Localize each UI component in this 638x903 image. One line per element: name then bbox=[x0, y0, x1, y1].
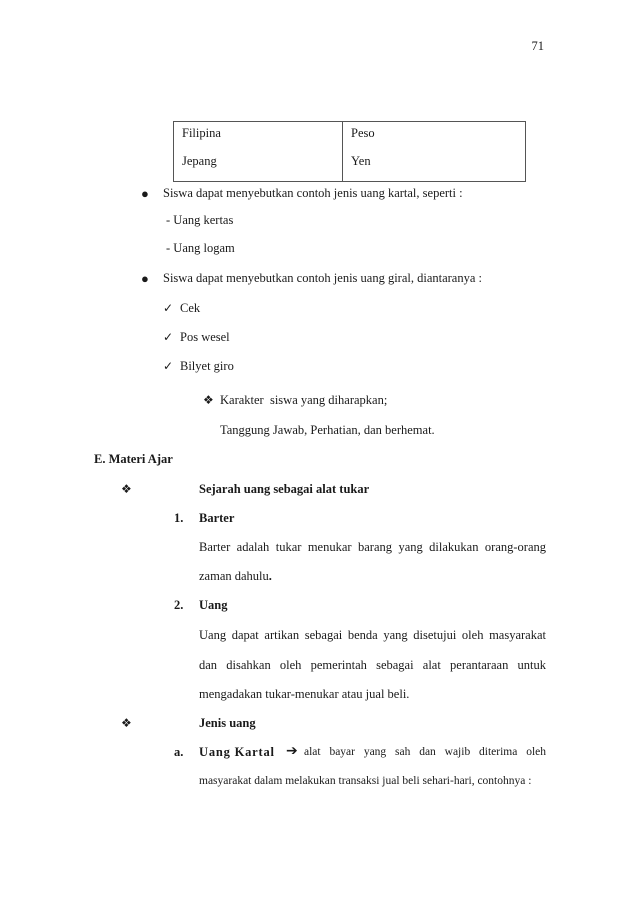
list-item: Pos wesel bbox=[180, 330, 230, 344]
diamond-bullet-icon: ❖ bbox=[121, 482, 132, 496]
currency-table bbox=[173, 121, 526, 182]
table-row bbox=[174, 122, 526, 182]
list-item: - Uang logam bbox=[166, 241, 235, 255]
arrow-right-icon: ➔ bbox=[286, 743, 298, 759]
paragraph-line: dan disahkan oleh pemerintah sebagai alat perantaraan untuk bbox=[199, 658, 546, 672]
item-title: Uang Kartal bbox=[199, 745, 275, 759]
diamond-bullet-icon: ❖ bbox=[203, 393, 214, 407]
bullet-icon: ● bbox=[141, 271, 149, 286]
kartal-bullet-text: Siswa dapat menyebutkan contoh jenis uang kartal, seperti : bbox=[163, 186, 463, 200]
paragraph-period: . bbox=[268, 569, 272, 583]
item-letter: a. bbox=[174, 745, 184, 759]
section-title: E. Materi Ajar bbox=[94, 452, 173, 466]
list-item: - Uang kertas bbox=[166, 213, 234, 227]
paragraph-line: alat bayar yang sah dan wajib diterima oleh bbox=[304, 746, 546, 758]
list-item: Cek bbox=[180, 301, 201, 315]
item-title: Barter bbox=[199, 511, 235, 525]
country-name: Jepang bbox=[182, 153, 217, 168]
paragraph-line: masyarakat dalam melakukan transaksi jual beli sehari-hari, contohnya : bbox=[199, 775, 532, 787]
subsection-heading: Jenis uang bbox=[199, 716, 256, 730]
country-name: Filipina bbox=[182, 126, 221, 140]
bullet-icon: ● bbox=[141, 186, 149, 201]
checkmark-icon: ✓ bbox=[163, 330, 174, 344]
karakter-label: Karakter siswa yang diharapkan; bbox=[220, 393, 388, 407]
currency-name: Yen bbox=[351, 153, 371, 168]
paragraph-line: Uang dapat artikan sebagai benda yang disetujui oleh masyarakat bbox=[199, 628, 546, 642]
item-number: 1. bbox=[174, 511, 184, 525]
item-title: Uang bbox=[199, 598, 228, 612]
currency-name: Peso bbox=[351, 126, 375, 140]
checkmark-icon: ✓ bbox=[163, 359, 174, 373]
checkmark-icon: ✓ bbox=[163, 301, 174, 315]
giral-bullet-text: Siswa dapat menyebutkan contoh jenis uang giral, diantaranya : bbox=[163, 271, 483, 285]
list-item: Bilyet giro bbox=[180, 359, 234, 373]
subsection-heading: Sejarah uang sebagai alat tukar bbox=[199, 482, 370, 496]
paragraph-line: Barter adalah tukar menukar barang yang dilakukan orang-orang bbox=[199, 540, 546, 554]
currency-cell bbox=[343, 122, 526, 182]
karakter-value: Tanggung Jawab, Perhatian, dan berhemat. bbox=[220, 423, 435, 437]
diamond-bullet-icon: ❖ bbox=[121, 716, 132, 730]
paragraph-line bbox=[199, 570, 272, 583]
paragraph-text: zaman dahulu bbox=[199, 569, 269, 583]
paragraph-line: mengadakan tukar-menukar atau jual beli. bbox=[199, 687, 410, 701]
page-number: 71 bbox=[531, 39, 544, 53]
item-number: 2. bbox=[174, 598, 184, 612]
country-cell bbox=[174, 122, 343, 182]
